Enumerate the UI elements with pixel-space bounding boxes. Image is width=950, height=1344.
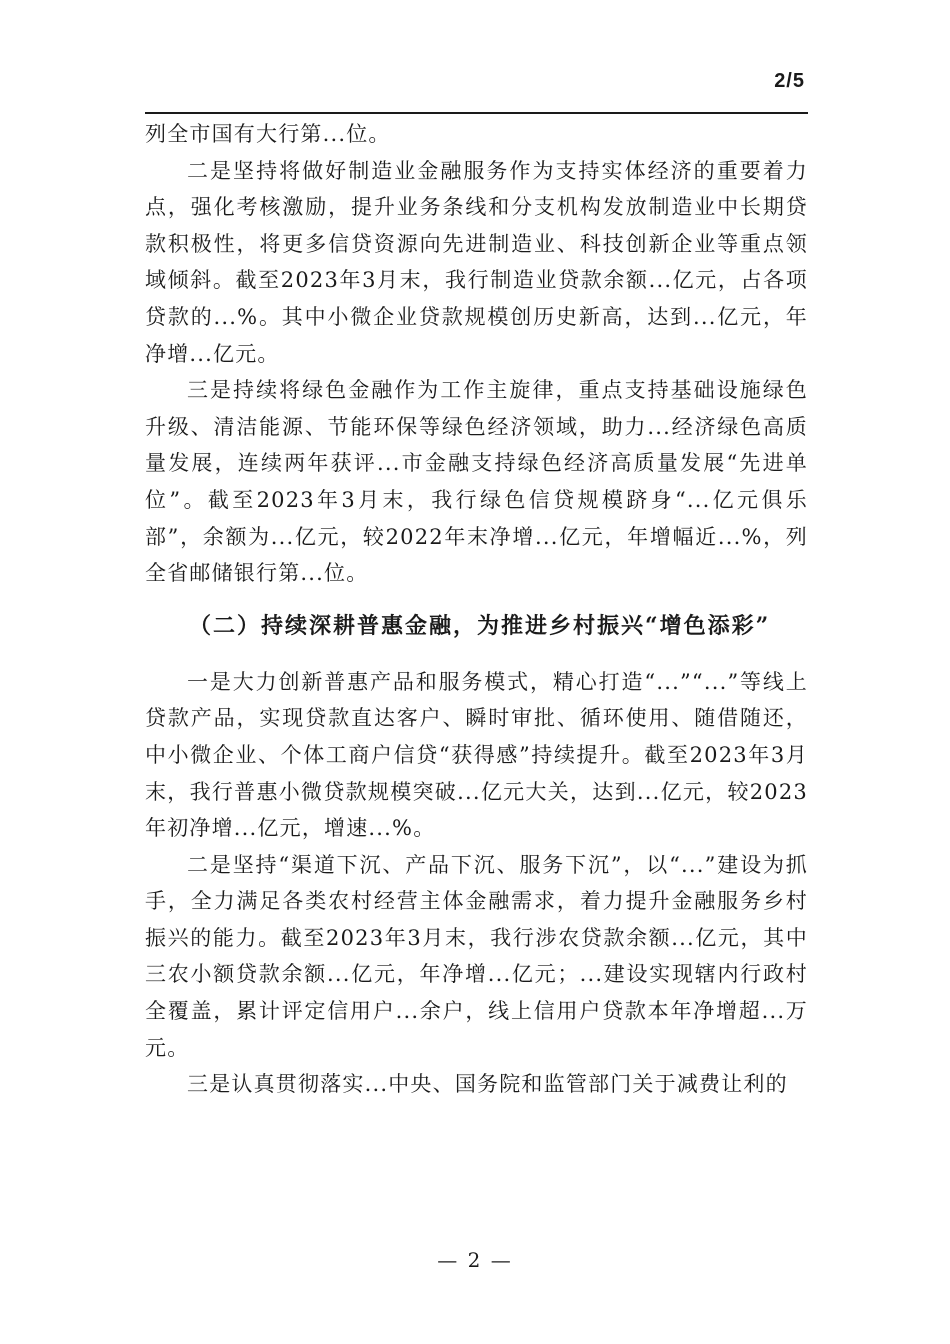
paragraph-rural-services: 二是坚持“渠道下沉、产品下沉、服务下沉”，以“...”建设为抓手，全力满足各类农村经营主体金融需求，着力提升金融服务乡村振兴的能力。截至2023年3月末，我行涉农贷款余额...亿元，其中三农小额贷款余额...亿元，年净增...亿元；...建设实现辖内行政村全覆盖，累计评定信用户...余户，线上信用户贷款本年净增超...万元。 [145, 852, 808, 1060]
page-counter: 2/5 [774, 70, 805, 92]
paragraph-manufacturing: 二是坚持将做好制造业金融服务作为支持实体经济的重要着力点，强化考核激励，提升业务条线和分支机构发放制造业中长期贷款积极性，将更多信贷资源向先进制造业、科技创新企业等重点领域倾斜。截至2023年3月末，我行制造业贷款余额...亿元，占各项贷款的...%。其中小微企业贷款规模创历史新高，达到...亿元，年净增...亿元。 [145, 158, 808, 366]
paragraph-green-finance: 三是持续将绿色金融作为工作主旋律，重点支持基础设施绿色升级、清洁能源、节能环保等绿色经济领域，助力...经济绿色高质量发展，连续两年获评...市金融支持绿色经济高质量发展“先进单位”。截至2023年3月末，我行绿色信贷规模跻身“...亿元俱乐部”，余额为...亿元，较2022年末净增...亿元，年增幅近...%，列全省邮储银行第...位。 [145, 378, 808, 586]
paragraph-fee-reduction: 三是认真贯彻落实...中央、国务院和监管部门关于减费让利的 [187, 1072, 788, 1097]
paragraph-inclusive-products: 一是大力创新普惠产品和服务模式，精心打造“...”“...”等线上贷款产品，实现贷款直达客户、瞬时审批、循环使用、随借随还，中小微企业、个体工商户信贷“获得感”持续提升。截至2023年3月末，我行普惠小微贷款规模突破...亿元大关，达到...亿元，较2023年初净增...亿元，增速...%。 [145, 669, 808, 841]
document-body [145, 116, 808, 1103]
header-rule [145, 112, 808, 114]
footer-page-number: — 2 — [437, 1248, 513, 1272]
section-heading: （二）持续深耕普惠金融，为推进乡村振兴“增色添彩” [189, 612, 771, 639]
paragraph-continuation: 列全市国有大行第...位。 [145, 122, 391, 146]
